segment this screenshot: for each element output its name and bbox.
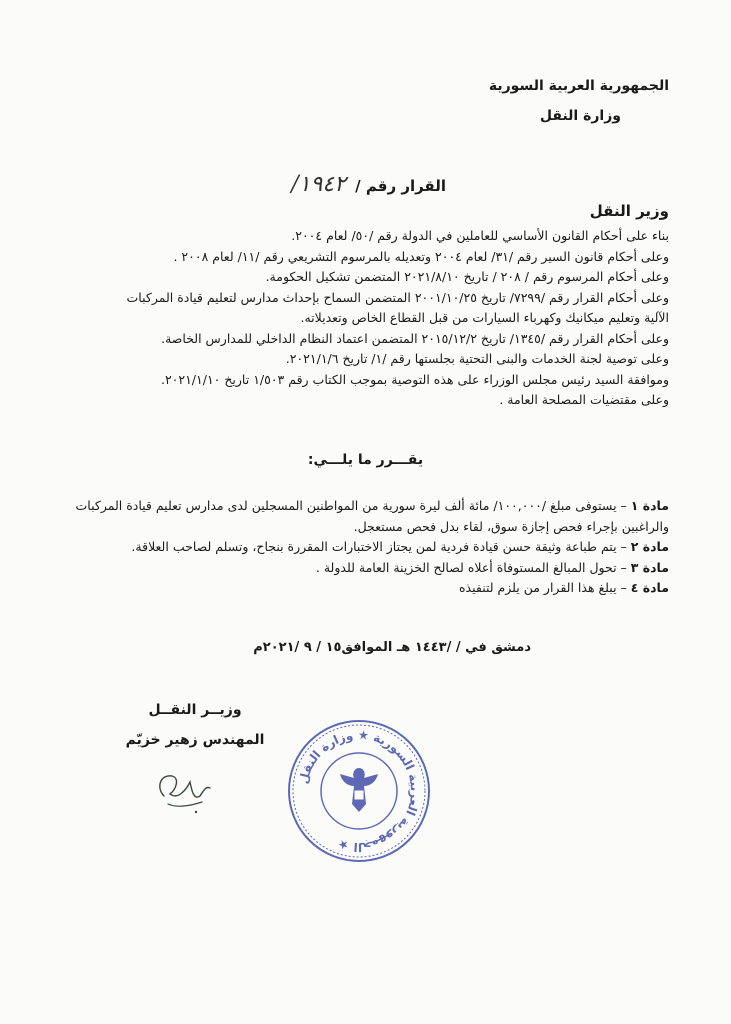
signatory-title: وزيــر النقــل [148, 702, 242, 718]
decides-heading: يقـــرر ما يلـــي: [307, 452, 424, 468]
article-1 [59, 496, 669, 517]
article-label: مادة ٤ [630, 580, 669, 595]
header-ministry: وزارة النقل [539, 108, 621, 124]
seal-ring-textpath: الجمهورية العربية السورية ★ وزارة النقل ★ [296, 727, 423, 855]
article-text: – يستوفى مبلغ /١٠٠,٠٠٠/ مائة ألف ليرة سورية من المواطنين المسجلين لدى مدارس تعليم قيادة المركبات [75, 498, 627, 513]
preamble-line: وعلى توصية لجنة الخدمات والبنى التحتية بجلستها رقم /١/ تاريخ ٢٠٢١/١/٦. [285, 351, 669, 366]
decision-number-line [291, 172, 446, 197]
preamble-line: وعلى أحكام المرسوم رقم / ٢٠٨ / تاريخ ٢٠٢١/٨/١٠ المتضمن تشكيل الحكومة. [265, 269, 669, 284]
article-text: – تحول المبالغ المستوفاة أعلاه لصالح الخزينة العامة للدولة . [315, 559, 627, 575]
article-2 [59, 537, 669, 558]
minister-title: وزير النقل [589, 202, 669, 220]
article-label: مادة ٢ [630, 539, 669, 554]
preamble-line: وعلى مقتضيات المصلحة العامة . [499, 392, 669, 407]
article-label: مادة ١ [630, 498, 669, 513]
article-3 [59, 558, 669, 579]
preamble-line: بناء على أحكام القانون الأساسي للعاملين في الدولة رقم /٥٠/ لعام ٢٠٠٤. [291, 228, 669, 243]
decision-label: القرار رقم / [355, 177, 446, 195]
preamble-line: وعلى أحكام القرار رقم /١٣٤٥/ تاريخ ٢٠١٥/١٢/٢ المتضمن اعتماد النظام الداخلي للمدارس الخاصة. [161, 330, 669, 346]
official-seal [284, 716, 434, 866]
preamble [69, 226, 669, 411]
articles [59, 496, 669, 599]
article-label: مادة ٣ [630, 559, 669, 575]
preamble-line: الآلية وتعليم ميكانيك وكهرباء السيارات من قبل القطاع الخاص وتعديلاته. [300, 310, 669, 325]
article-1-continuation: والراغبين بإجراء فحص إجازة سوق، لقاء بدل فحص مستعجل. [353, 518, 669, 534]
eagle-emblem-icon [340, 768, 378, 812]
handwritten-signature [150, 760, 220, 820]
signature-block [100, 702, 290, 748]
article-text: – يبلغ هذا القرار من يلزم لتنفيذه [458, 580, 627, 595]
article-4 [59, 578, 669, 599]
signatory-name: المهندس زهير خزيّم [125, 732, 265, 748]
article-text: – يتم طباعة وثيقة حسن قيادة فردية لمن يجتاز الاختبارات المقررة بنجاح، وتسلم لصاحب العلاقة. [131, 539, 627, 554]
preamble-line: وعلى أحكام قانون السير رقم /٣١/ لعام ٢٠٠٤ وتعديله بالمرسوم التشريعي رقم /١١/ لعام ٢٠٠٨ . [173, 248, 669, 264]
preamble-line: وموافقة السيد رئيس مجلس الوزراء على هذه التوصية بموجب الكتاب رقم ١/٥٠٣ تاريخ ٢٠٢١/١/١٠. [160, 371, 669, 387]
preamble-line: وعلى أحكام القرار رقم /٧٢٩٩/ تاريخ ٢٠٠١/١٠/٢٥ المتضمن السماح بإحداث مدارس لتعليم قيادة المركبات [126, 289, 669, 305]
dateline: دمشق في / /١٤٤٣ هـ الموافق١٥ / ٩ /٢٠٢١م [253, 640, 531, 655]
header-republic: الجمهورية العربية السورية [488, 78, 669, 94]
decision-number: ١٩٤٢/ [291, 172, 346, 197]
